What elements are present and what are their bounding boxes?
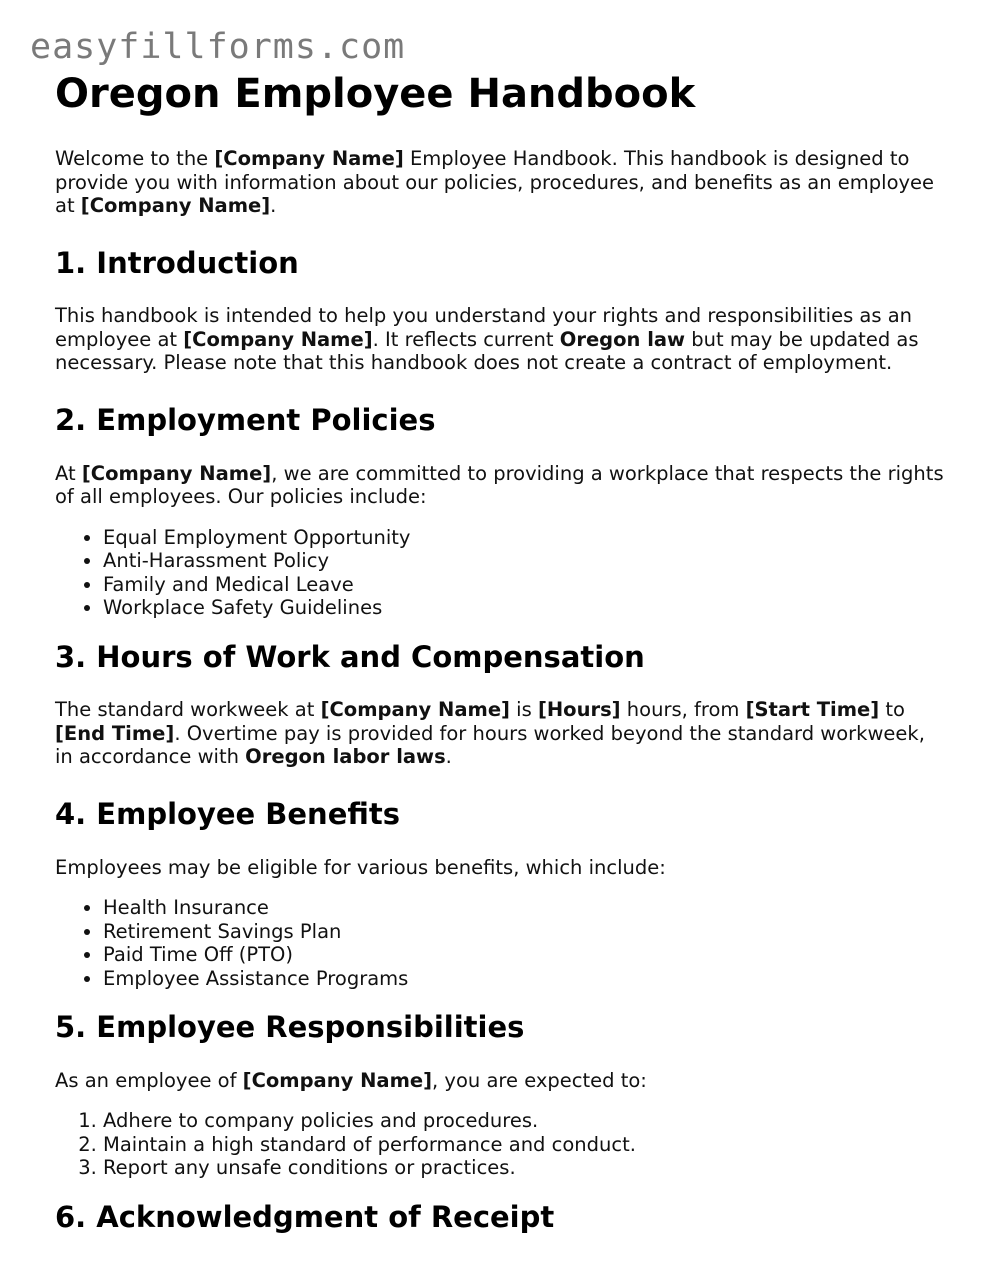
list-item: • Equal Employment Opportunity [103, 526, 945, 550]
introduction-company-name: [Company Name] [183, 327, 373, 351]
list-item: • Workplace Safety Guidelines [103, 596, 945, 620]
introduction-oregon-law: Oregon law [559, 327, 686, 351]
policies-text-1: At [55, 461, 82, 485]
intro-text-2: Employee Handbook. This handbook is designed to provide you with information about our policies, procedures, and benefits as an employee at [55, 147, 935, 217]
hours-text-2: is [509, 698, 538, 722]
policies-text-2: , we are committed to providing a workplace that respects the rights of all employees. Our policies include: [55, 461, 944, 509]
list-item: 1. Adhere to company policies and procedures. [103, 1109, 945, 1133]
intro-text-3: . [270, 194, 277, 217]
section-heading-employment-policies: 2. Employment Policies [55, 402, 436, 437]
list-item: • Anti-Harassment Policy [103, 549, 945, 573]
introduction-text-3: but may be updated as necessary. Please note that this handbook does not create a contract of employment. [55, 327, 919, 375]
list-item: 3. Report any unsafe conditions or practices. [103, 1156, 945, 1180]
introduction-text-2: . It reflects current [372, 327, 560, 351]
responsibilities-text-2: , you are expected to: [432, 1068, 647, 1092]
hours-text-4: to [879, 698, 905, 722]
list-item: • Retirement Savings Plan [103, 920, 945, 944]
document-page [55, 70, 945, 1259]
hours-text-1: The standard workweek at [55, 698, 321, 722]
section-heading-employee-responsibilities: 5. Employee Responsibilities [55, 1010, 525, 1045]
policies-company-name: [Company Name] [81, 461, 272, 485]
hours-paragraph [55, 698, 945, 769]
responsibilities-list [55, 1109, 945, 1180]
list-item: • Employee Assistance Programs [103, 967, 945, 991]
section-heading-employee-benefits: 4. Employee Benefits [55, 796, 400, 831]
list-item: • Family and Medical Leave [103, 573, 945, 597]
employment-policies-paragraph [55, 462, 945, 509]
list-item: 2. Maintain a high standard of performance and conduct. [103, 1133, 945, 1157]
section-heading-hours-compensation: 3. Hours of Work and Compensation [55, 639, 645, 674]
document-title: Oregon Employee Handbook [55, 71, 696, 117]
end-time-placeholder: [End Time] [55, 721, 175, 745]
intro-company-name-2: [Company Name] [80, 194, 271, 217]
benefits-paragraph: Employees may be eligible for various benefits, which include: [55, 855, 666, 879]
introduction-text-1: This handbook is intended to help you understand your rights and responsibilities as an employee at [55, 304, 913, 351]
introduction-paragraph [55, 304, 945, 375]
benefits-list [55, 896, 945, 990]
hours-placeholder: [Hours] [537, 698, 621, 722]
list-item: • Health Insurance [103, 896, 945, 920]
list-item: • Paid Time Off (PTO) [103, 943, 945, 967]
hours-text-6: . [445, 745, 452, 769]
hours-text-5: . Overtime pay is provided for hours worked beyond the standard workweek, in accordance with [55, 721, 925, 769]
start-time-placeholder: [Start Time] [745, 698, 880, 722]
section-heading-introduction: 1. Introduction [55, 245, 299, 280]
intro-text-1: Welcome to the [55, 147, 215, 170]
site-watermark: easyfillforms.com [30, 27, 406, 67]
hours-company-name: [Company Name] [320, 698, 510, 722]
intro-paragraph [55, 147, 945, 218]
responsibilities-text-1: As an employee of [55, 1068, 243, 1092]
responsibilities-paragraph [55, 1069, 945, 1093]
intro-company-name-1: [Company Name] [214, 147, 404, 170]
section-heading-acknowledgment: 6. Acknowledgment of Receipt [55, 1199, 555, 1234]
hours-text-3: hours, from [620, 698, 746, 722]
oregon-labor-laws: Oregon labor laws [245, 745, 446, 769]
responsibilities-company-name: [Company Name] [242, 1068, 433, 1092]
policies-list [55, 526, 945, 620]
